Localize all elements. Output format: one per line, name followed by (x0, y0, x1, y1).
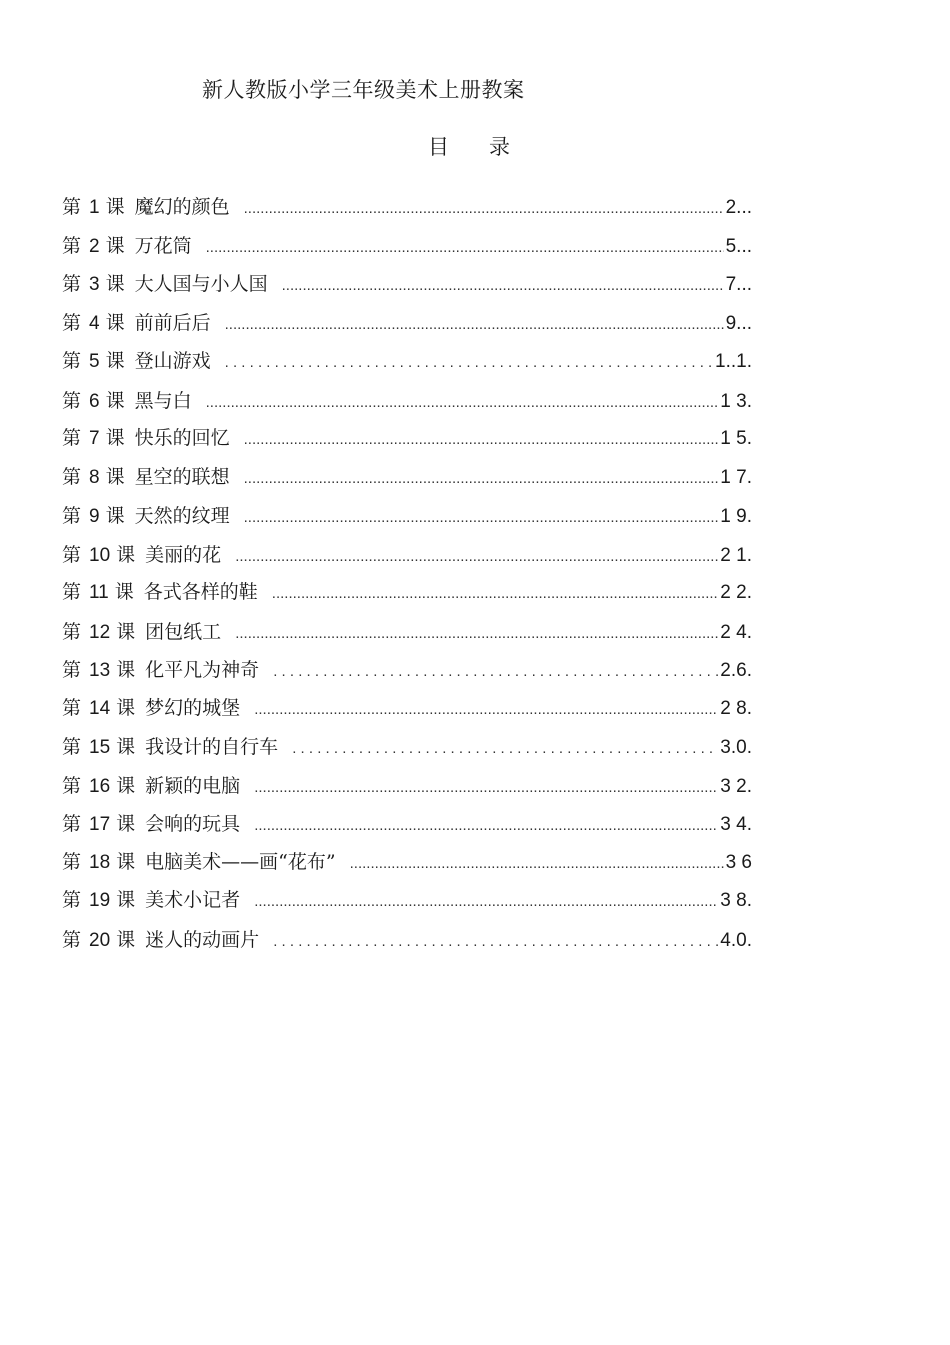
toc-heading-char-2: 录 (489, 135, 510, 159)
lesson-prefix: 第 (62, 736, 82, 758)
lesson-suffix: 课 (105, 427, 125, 449)
lesson-number-value: 3 (89, 274, 100, 295)
toc-entry[interactable] (62, 231, 752, 257)
toc-entry[interactable] (62, 732, 752, 758)
lesson-suffix: 课 (116, 659, 136, 681)
page-number: 3 2. (720, 776, 752, 797)
dot-leader (292, 740, 718, 757)
lesson-number-value: 1 (89, 197, 100, 218)
toc-entry[interactable] (62, 269, 752, 295)
lesson-prefix: 第 (62, 813, 82, 835)
lesson-number (62, 771, 135, 798)
dot-leader (206, 239, 724, 256)
toc-entry[interactable] (62, 462, 752, 488)
lesson-suffix: 课 (105, 273, 125, 295)
lesson-prefix: 第 (62, 350, 82, 372)
dot-leader (235, 548, 718, 565)
lesson-prefix: 第 (62, 390, 82, 412)
toc-heading (428, 131, 510, 161)
lesson-number (62, 192, 125, 219)
lesson-number-value: 20 (89, 930, 111, 951)
lesson-suffix: 课 (105, 390, 125, 412)
page-number: 1 7. (720, 467, 752, 488)
dot-leader (244, 431, 719, 448)
lesson-number (62, 925, 135, 952)
lesson-suffix: 课 (116, 544, 136, 566)
dot-leader (225, 316, 724, 333)
lesson-number (62, 693, 135, 720)
lesson-title: 大人国与小人国 (134, 273, 268, 295)
page-number: 3 4. (720, 814, 752, 835)
lesson-suffix: 课 (105, 466, 125, 488)
lesson-number (62, 269, 125, 296)
lesson-prefix: 第 (62, 929, 82, 951)
lesson-prefix: 第 (62, 889, 82, 911)
toc-entry[interactable] (62, 540, 752, 566)
lesson-prefix: 第 (62, 544, 82, 566)
lesson-number (62, 423, 125, 450)
lesson-title: 美丽的花 (145, 544, 222, 566)
page-number: 2.6. (720, 660, 752, 681)
lesson-number-value: 2 (89, 236, 100, 257)
toc-entry[interactable] (62, 925, 752, 951)
page-number: 1 5. (720, 428, 752, 449)
lesson-number-value: 12 (89, 622, 111, 643)
lesson-suffix: 课 (105, 312, 125, 334)
lesson-number-value: 9 (89, 506, 100, 527)
dot-leader (244, 509, 719, 526)
page-number: 2 2. (720, 582, 752, 603)
page-number: 2 1. (720, 545, 752, 566)
lesson-title: 黑与白 (134, 390, 192, 412)
lesson-number (62, 809, 135, 836)
dot-leader (206, 394, 719, 411)
lesson-number (62, 462, 125, 489)
lesson-title: 电脑美术——画“花布” (145, 851, 336, 873)
lesson-prefix: 第 (62, 427, 82, 449)
lesson-suffix: 课 (114, 581, 134, 603)
page-number: 4.0. (720, 930, 752, 951)
dot-leader (254, 701, 718, 718)
lesson-number (62, 577, 134, 604)
lesson-title: 新颖的电脑 (145, 775, 241, 797)
lesson-prefix: 第 (62, 775, 82, 797)
lesson-number-value: 8 (89, 467, 100, 488)
lesson-prefix: 第 (62, 235, 82, 257)
lesson-title: 各式各样的鞋 (143, 581, 258, 603)
lesson-number-value: 13 (89, 660, 111, 681)
lesson-number-value: 17 (89, 814, 111, 835)
lesson-number (62, 885, 135, 912)
lesson-prefix: 第 (62, 851, 82, 873)
lesson-number (62, 847, 135, 874)
lesson-suffix: 课 (116, 697, 136, 719)
lesson-suffix: 课 (116, 813, 136, 835)
lesson-title: 我设计的自行车 (145, 736, 279, 758)
lesson-prefix: 第 (62, 659, 82, 681)
lesson-prefix: 第 (62, 697, 82, 719)
lesson-number-value: 19 (89, 890, 111, 911)
page-number: 1 9. (720, 506, 752, 527)
lesson-prefix: 第 (62, 505, 82, 527)
page-number: 9... (725, 313, 752, 334)
lesson-title: 梦幻的城堡 (145, 697, 241, 719)
toc-entry[interactable] (62, 308, 752, 334)
lesson-suffix: 课 (116, 621, 136, 643)
lesson-number (62, 540, 135, 567)
page-number: 2... (725, 197, 752, 218)
lesson-suffix: 课 (116, 889, 136, 911)
dot-leader (225, 354, 713, 371)
lesson-title: 会响的玩具 (145, 813, 241, 835)
toc-heading-char-1: 目 (428, 135, 449, 159)
dot-leader (282, 277, 724, 294)
toc-entry[interactable] (62, 655, 752, 681)
page-number: 3 6 (725, 852, 752, 873)
lesson-suffix: 课 (105, 350, 125, 372)
lesson-suffix: 课 (116, 929, 136, 951)
page-number: 5... (725, 236, 752, 257)
lesson-number-value: 7 (89, 428, 100, 449)
lesson-number-value: 16 (89, 776, 111, 797)
lesson-number (62, 732, 135, 759)
toc-entry[interactable] (62, 847, 752, 873)
dot-leader (254, 893, 718, 910)
page-number: 2 4. (720, 622, 752, 643)
lesson-number-value: 14 (89, 698, 111, 719)
lesson-prefix: 第 (62, 273, 82, 295)
lesson-number (62, 655, 135, 682)
lesson-number (62, 346, 125, 373)
toc-entry[interactable] (62, 771, 752, 797)
dot-leader (350, 855, 724, 872)
lesson-title: 天然的纹理 (134, 505, 230, 527)
lesson-suffix: 课 (105, 505, 125, 527)
lesson-number (62, 386, 125, 413)
page-number: 1 3. (720, 391, 752, 412)
toc-entry[interactable] (62, 693, 752, 719)
toc-entry[interactable] (62, 577, 752, 603)
page-number: 3.0. (720, 737, 752, 758)
lesson-title: 团包纸工 (145, 621, 222, 643)
dot-leader (272, 585, 719, 602)
toc-entry[interactable] (62, 346, 752, 372)
dot-leader (244, 470, 719, 487)
lesson-prefix: 第 (62, 621, 82, 643)
dot-leader (254, 779, 718, 796)
lesson-number-value: 5 (89, 351, 100, 372)
toc-entry[interactable] (62, 386, 752, 412)
lesson-title: 美术小记者 (145, 889, 241, 911)
lesson-number-value: 11 (89, 582, 109, 603)
lesson-prefix: 第 (62, 312, 82, 334)
page-number: 1..1. (715, 351, 752, 372)
lesson-title: 前前后后 (134, 312, 211, 334)
lesson-number (62, 501, 125, 528)
dot-leader (273, 663, 718, 680)
document-title: 新人教版小学三年级美术上册教案 (202, 78, 525, 102)
dot-leader (235, 625, 718, 642)
dot-leader (273, 933, 718, 950)
lesson-suffix: 课 (116, 775, 136, 797)
page-number: 7... (725, 274, 752, 295)
dot-leader (254, 817, 718, 834)
page-number: 3 8. (720, 890, 752, 911)
lesson-number (62, 308, 125, 335)
lesson-title: 化平凡为神奇 (145, 659, 260, 681)
page-number: 2 8. (720, 698, 752, 719)
lesson-number-value: 18 (89, 852, 111, 873)
lesson-number-value: 6 (89, 391, 100, 412)
lesson-number (62, 231, 125, 258)
lesson-title: 星空的联想 (134, 466, 230, 488)
toc-entry[interactable] (62, 423, 752, 449)
lesson-number (62, 617, 135, 644)
lesson-number-value: 10 (89, 545, 111, 566)
toc-entry[interactable] (62, 192, 752, 218)
lesson-suffix: 课 (116, 851, 136, 873)
lesson-prefix: 第 (62, 581, 82, 603)
lesson-title: 万花筒 (134, 235, 192, 257)
lesson-suffix: 课 (105, 196, 125, 218)
lesson-suffix: 课 (105, 235, 125, 257)
lesson-prefix: 第 (62, 466, 82, 488)
toc-entry[interactable] (62, 501, 752, 527)
lesson-title: 登山游戏 (134, 350, 211, 372)
lesson-title: 快乐的回忆 (134, 427, 230, 449)
lesson-suffix: 课 (116, 736, 136, 758)
lesson-number-value: 4 (89, 313, 100, 334)
toc-entry[interactable] (62, 617, 752, 643)
toc-entry[interactable] (62, 809, 752, 835)
lesson-title: 魔幻的颜色 (134, 196, 230, 218)
lesson-number-value: 15 (89, 737, 111, 758)
lesson-prefix: 第 (62, 196, 82, 218)
dot-leader (244, 200, 724, 217)
lesson-title: 迷人的动画片 (145, 929, 260, 951)
toc-entry[interactable] (62, 885, 752, 911)
